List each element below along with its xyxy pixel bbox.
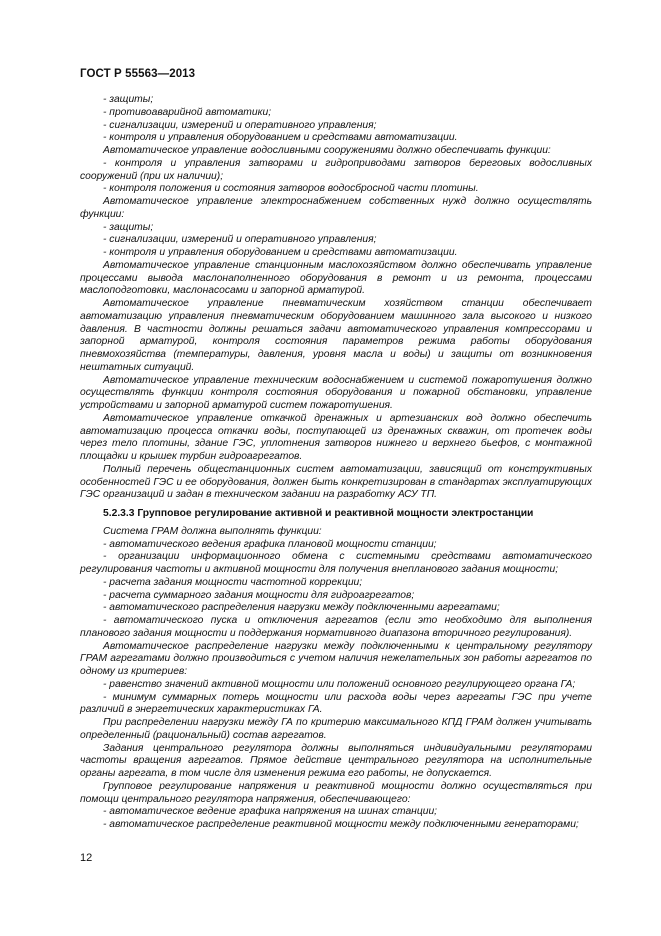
- paragraph: Автоматическое управление электроснабжением собственных нужд должно осуществлять функции:: [80, 196, 592, 220]
- list-item: - противоаварийной автоматики;: [103, 106, 272, 118]
- list-item: - защиты;: [103, 94, 154, 105]
- list-item: - автоматическое ведение графика напряжения на шинах станции;: [103, 806, 438, 818]
- list-item: - сигнализации, измерений и оперативного управления;: [103, 234, 377, 246]
- list-item: - контроля и управления затворами и гидроприводами затворов береговых водосливных сооружений (при их наличии);: [80, 157, 592, 182]
- list-item: - равенство значений активной мощности или положений основного регулирующего органа ГА;: [103, 678, 576, 690]
- list-item: - расчета задания мощности частотной коррекции;: [103, 576, 363, 588]
- paragraph: Автоматическое управление водосливными сооружениями должно обеспечивать функции:: [103, 145, 551, 156]
- list-item: - автоматического ведения графика плановой мощности станции;: [103, 538, 437, 550]
- list-item: - минимум суммарных потерь мощности или расхода воды через агрегаты ГЭС при учете различий в энергетических характеристиках ГА.: [80, 691, 592, 716]
- paragraph: Задания центрального регулятора должны выполняться индивидуальными регуляторами частоты вращения агрегатов. Прямое действие центрального регулятора на исполнительные органы агрегата, в том числе для изменения режима его работы, не допускается.: [80, 742, 592, 779]
- section-heading: 5.2.3.3 Групповое регулирование активной и реактивной мощности электростанции: [103, 508, 534, 519]
- paragraph: Групповое регулирование напряжения и реактивной мощности должно осуществляться при помощи центрального регулятора напряжения, обеспечивающего:: [80, 780, 592, 805]
- page-number: 12: [80, 852, 93, 864]
- paragraph: Автоматическое управление техническим водоснабжением и системой пожаротушения должно осуществлять функции контроля состояния оборудования и пожарной обстановки, управление устройствами и запорной арматурой систем пожаротушения.: [80, 374, 592, 411]
- list-item: - контроля положения и состояния затворов водосбросной части плотины.: [103, 183, 479, 195]
- document-header: ГОСТ Р 55563—2013: [80, 68, 196, 80]
- list-item: - организации информационного обмена с системными средствами автоматического регулирования частоты и активной мощности для получения внепланового задания мощности;: [80, 551, 592, 575]
- paragraph: Автоматическое управление станционным маслохозяйством должно обеспечивать управление процессами вывода маслонаполненного оборудования в ремонт и из ремонта, процессами маслоподготовки, маслонасосами и запорной арматурой.: [80, 259, 592, 297]
- list-item: - защиты;: [103, 221, 154, 233]
- list-item: - автоматического распределения нагрузки между подключенными агрегатами;: [103, 602, 500, 614]
- paragraph: Автоматическое распределение нагрузки между подключенными к центральному регулятору ГРАМ агрегатами должно производиться с учетом наличия нежелательных зон работы агрегатов по одному из критериев:: [80, 640, 592, 677]
- list-item: - автоматическое распределение реактивной мощности между подключенными генераторами;: [103, 819, 579, 830]
- list-item: - контроля и управления оборудованием и средствами автоматизации.: [103, 132, 458, 144]
- paragraph: Автоматическое управление откачкой дренажных и артезианских вод должно обеспечить автоматизацию процесса откачки воды, поступающей из дренажных скважин, от протечек воды через тело плотины, здание ГЭС, уплотнения затворов нижнего и верхнего бьефов, с монтажной площадки и крышек турбин гидроагрегатов.: [80, 412, 592, 462]
- document-body: [80, 94, 592, 832]
- paragraph: Система ГРАМ должна выполнять функции:: [103, 525, 322, 537]
- paragraph: Автоматическое управление пневматическим хозяйством станции обеспечивает автоматизацию управления пневматическим оборудованием машинного зала высокого и низкого давления. В частности должны решаться задачи автоматического управления компрессорами и запорной арматурой, контроля состояния параметров режима работы оборудования пневмохозяйства (температуры, давления, уровня масла и воды) и защиты от возникновения нештатных ситуаций.: [80, 298, 592, 373]
- list-item: - расчета суммарного задания мощности для гидроагрегатов;: [103, 589, 415, 601]
- list-item: - контроля и управления оборудованием и средствами автоматизации.: [103, 247, 458, 258]
- paragraph: При распределении нагрузки между ГА по критерию максимального КПД ГРАМ должен учитывать определенный (рациональный) состав агрегатов.: [80, 717, 592, 741]
- list-item: - сигнализации, измерений и оперативного управления;: [103, 119, 377, 131]
- paragraph: Полный перечень общестанционных систем автоматизации, зависящий от конструктивных особенностей ГЭС и ее оборудования, должен быть конкретизирован в стандартах эксплуатирующих ГЭС организаций и задан в техническом задании на разработку АСУ ТП.: [80, 463, 592, 501]
- list-item: - автоматического пуска и отключения агрегатов (если это необходимо для выполнения планового задания мощности и поддержания нормативного диапазона вторичного регулирования).: [80, 615, 592, 639]
